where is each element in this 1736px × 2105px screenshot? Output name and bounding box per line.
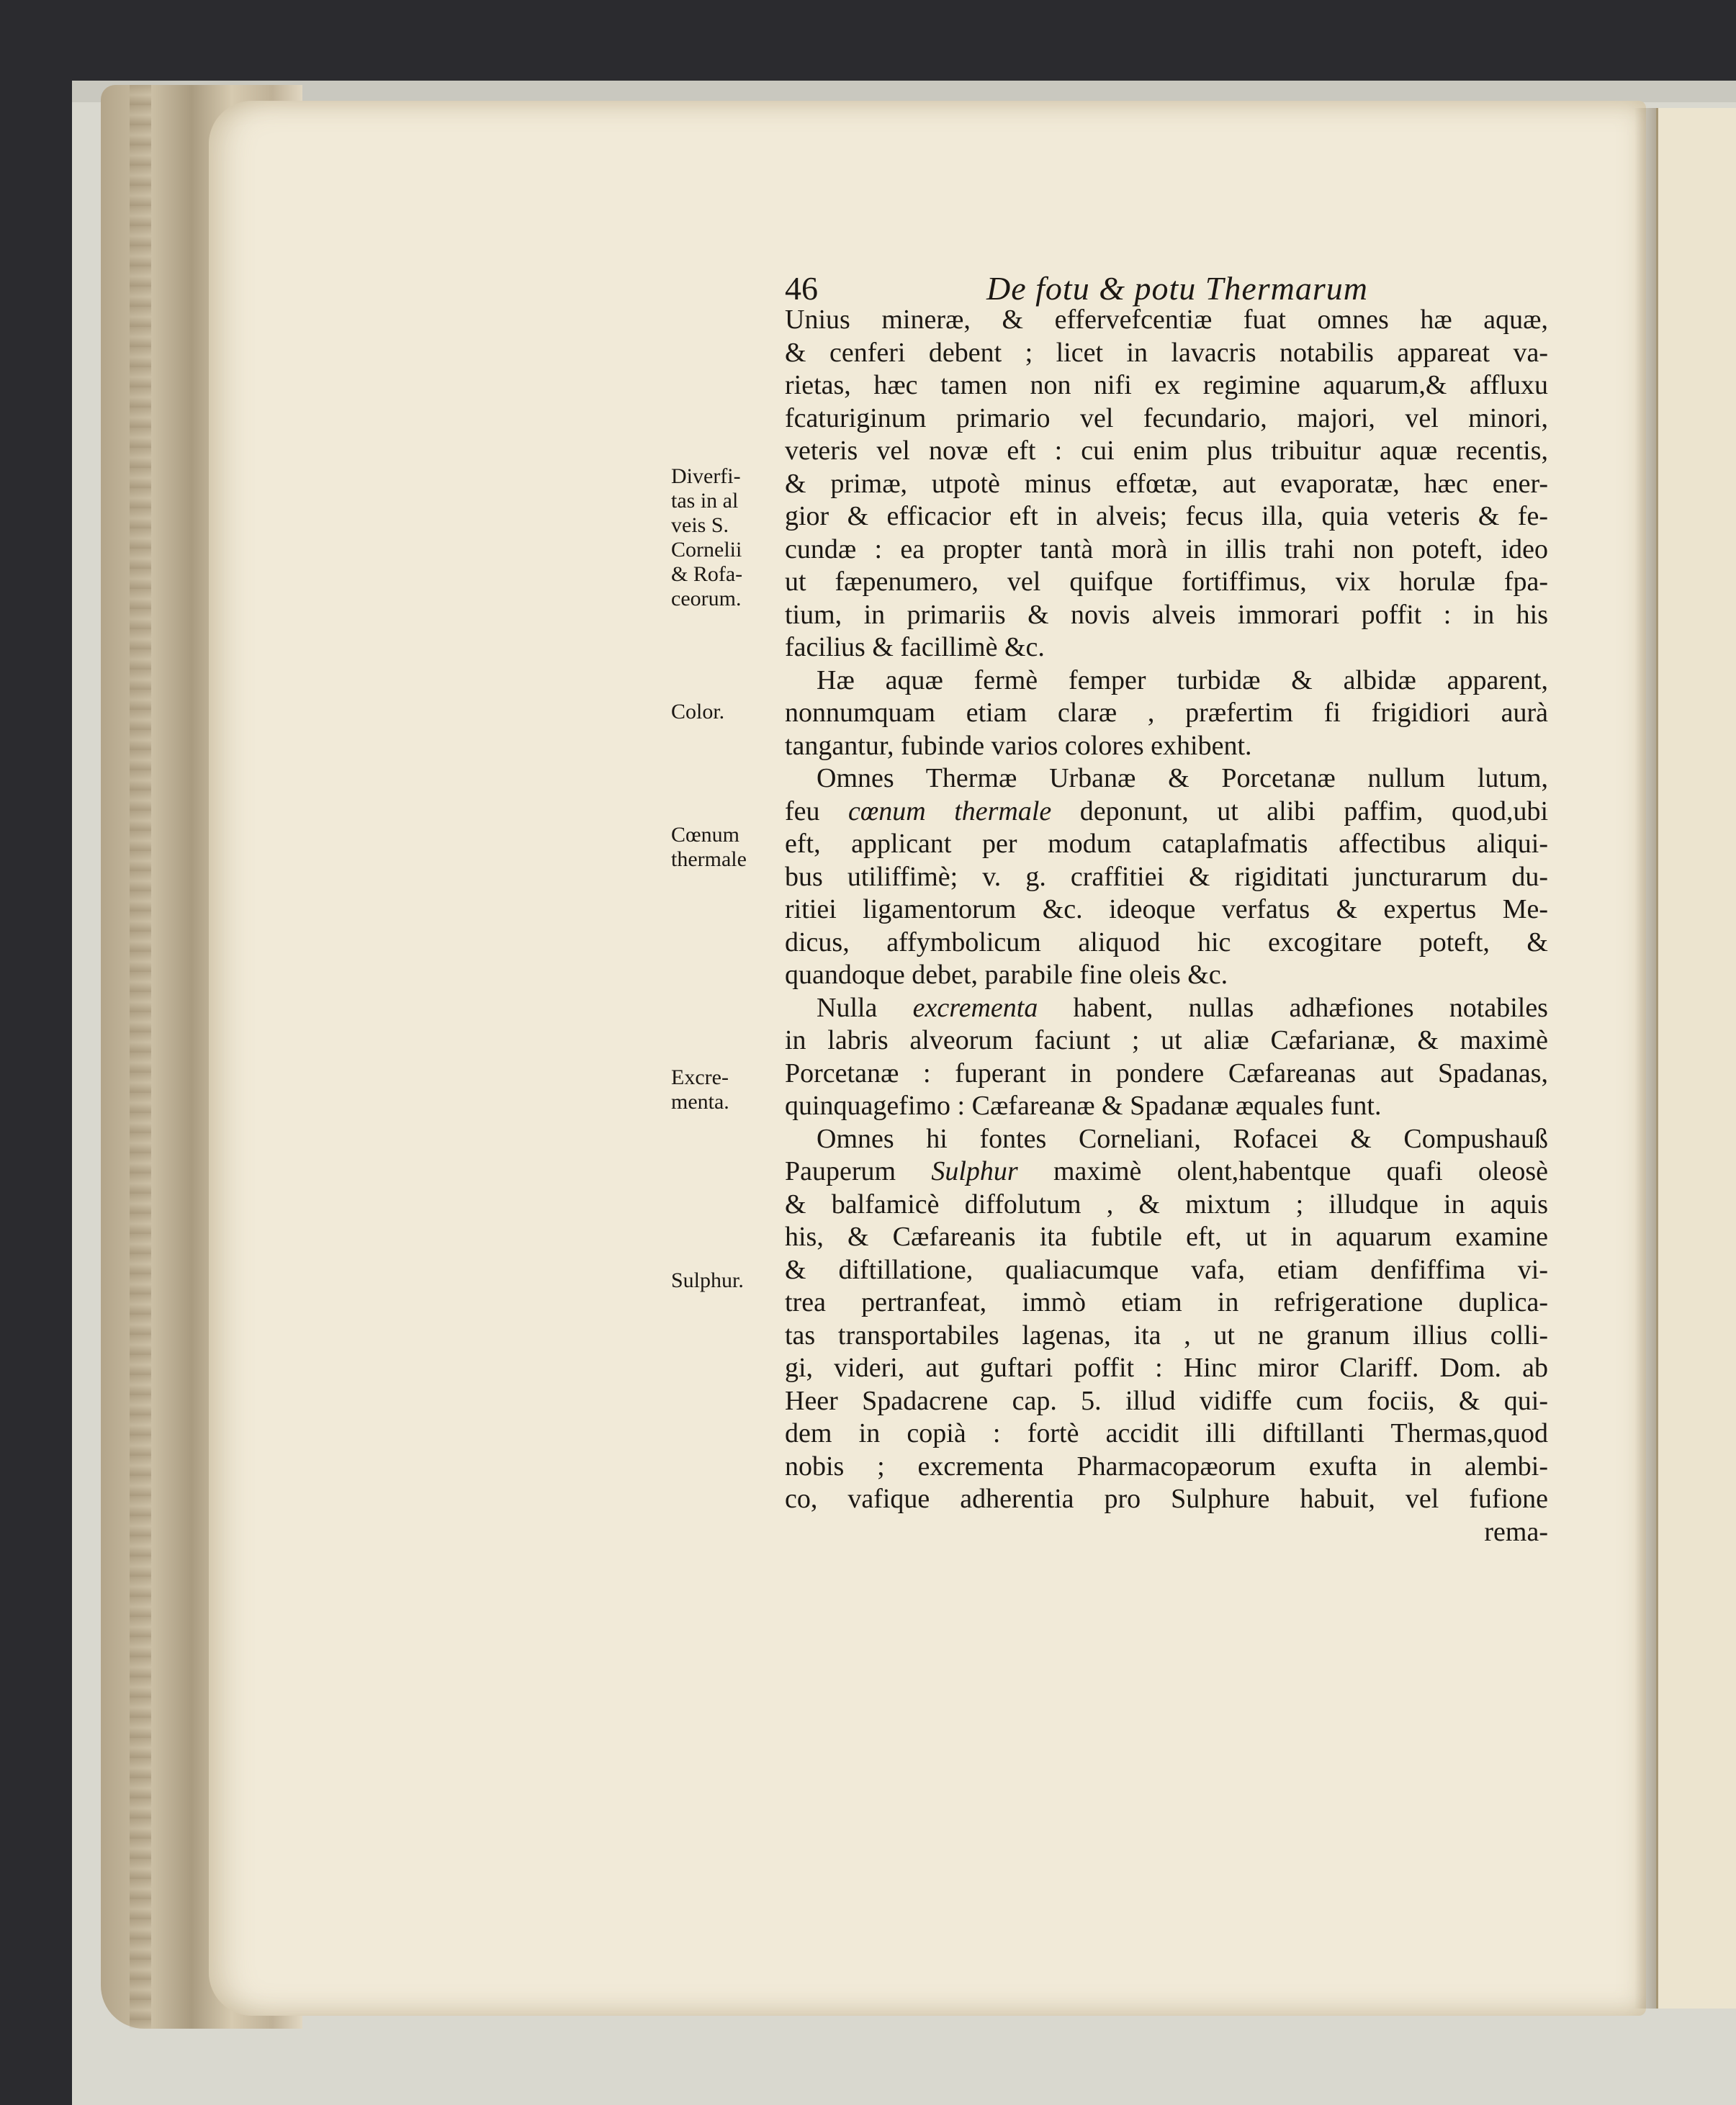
text-line: in labris alveorum faciunt ; ut aliæ Cæfarianæ, & maximè [785,1025,1548,1055]
text-line: quinquagefimo : Cæfareanæ & Spadanæ æquales funt. [785,1091,1382,1121]
margin-note-diversitas [671,464,772,611]
text-line: feu cœnum thermale deponunt, ut alibi paffim, quod,ubi [785,795,1548,826]
text-line: dem in copià : fortè accidit illi diftillanti Thermas,quod [785,1418,1548,1448]
text-line: rema- [1484,1516,1548,1547]
margin-note-color [671,700,772,724]
margin-note-line: veis S. [671,513,729,537]
margin-note-line: Cornelii [671,538,742,562]
facing-page [1656,108,1736,2009]
text-line: trea pertranfeat, immò etiam in refrigeratione duplica- [785,1287,1548,1317]
text-line: nonnumquam etiam claræ , præfertim fi frigidiori aurà [785,698,1548,728]
margin-note-line: thermale [671,847,747,871]
text-line: Porcetanæ : fuperant in pondere Cæfareanas aut Spadanas, [785,1058,1548,1088]
text-line: & cenferi debent ; licet in lavacris notabilis appareat va- [785,337,1548,368]
text-line: dicus, affymbolicum aliquod hic excogitare poteft, & [785,927,1548,957]
text-line: facilius & facillimè &c. [785,632,1045,662]
text-line: ut fæpenumero, vel quifque fortiffimus, vix horulæ fpa- [785,567,1548,597]
margin-note-excrementa [671,1065,772,1114]
text-line: eft, applicant per modum cataplafmatis affectibus aliqui- [785,829,1548,859]
text-line: Nulla excrementa habent, nullas adhæfiones notabiles [817,992,1548,1023]
text-line: Heer Spadacrene cap. 5. illud vidiffe cum fociis, & qui- [785,1385,1548,1416]
text-line: Omnes Thermæ Urbanæ & Porcetanæ nullum lutum, [817,763,1548,793]
text-line: & primæ, utpotè minus effœtæ, aut evaporatæ, hæc ener- [785,468,1548,499]
italic-term: excrementa [912,992,1038,1023]
body-text [785,304,1548,1549]
text-line: cundæ : ea propter tantà morà in illis trahi non poteft, ideo [785,533,1548,564]
text-line: quandoque debet, parabile fine oleis &c. [785,960,1228,990]
mount-shadow [72,81,1736,102]
text-line: his, & Cæfareanis ita fubtile eft, ut in aquarum examine [785,1222,1548,1252]
margin-note-line: Cœnum [671,823,740,847]
italic-term: cœnum thermale [848,795,1052,826]
margin-note-line: Sulphur. [671,1268,744,1292]
margin-note-coenum-thermale [671,823,772,872]
margin-note-line: & Rofa- [671,562,743,586]
italic-term: Sulphur [931,1156,1018,1186]
text-line: ritiei ligamentorum &c. ideoque verfatus & expertus Me- [785,894,1548,924]
margin-note-line: Diverfi- [671,464,741,488]
text-line: co, vafique adherentia pro Sulphure habuit, vel fufione [785,1484,1548,1514]
margin-note-line: Color. [671,700,725,724]
text-line: & diftillatione, qualiacumque vafa, etiam denfiffima vi- [785,1254,1548,1285]
text-line: gi, videri, aut guftari poffit : Hinc miror Clariff. Dom. ab [785,1353,1548,1383]
text-line: rietas, hæc tamen non nifi ex regimine aquarum,& affluxu [785,370,1548,400]
margin-note-sulphur [671,1268,772,1293]
text-line: nobis ; excrementa Pharmacopæorum exufta in alembi- [785,1451,1548,1482]
text-line: Unius mineræ, & effervefcentiæ fuat omnes hæ aquæ, [785,305,1548,335]
margin-note-line: menta. [671,1090,729,1114]
margin-note-line: Excre- [671,1065,729,1089]
text-line: bus utiliffimè; v. g. craffitiei & rigiditati juncturarum du- [785,861,1548,892]
margin-note-line: tas in al [671,489,739,513]
text-line: gior & efficacior eft in alveis; fecus illa, quia veteris & fe- [785,501,1548,531]
text-line: fcaturiginum primario vel fecundario, majori, vel minori, [785,402,1548,433]
text-line: tium, in primariis & novis alveis immorari poffit : in his [785,599,1548,630]
margin-note-line: ceorum. [671,587,742,610]
running-title: De fotu & potu Thermarum [986,270,1368,307]
text-line: & balfamicè diffolutum , & mixtum ; illudque in aquis [785,1189,1548,1220]
gutter-shadow [1634,108,1659,2009]
text-line: Hæ aquæ fermè femper turbidæ & albidæ apparent, [817,664,1548,695]
text-line: tas transportabiles lagenas, ita , ut ne granum illius colli- [785,1320,1548,1351]
text-line: Omnes hi fontes Corneliani, Rofacei & Compushauß [817,1123,1548,1154]
text-line: veteris vel novæ eft : cui enim plus tribuitur aquæ recentis, [785,436,1548,466]
text-line: tangantur, fubinde varios colores exhibent. [785,730,1252,761]
page-number: 46 [785,270,818,307]
text-line: Pauperum Sulphur maximè olent,habentque quafi oleosè [785,1156,1549,1186]
